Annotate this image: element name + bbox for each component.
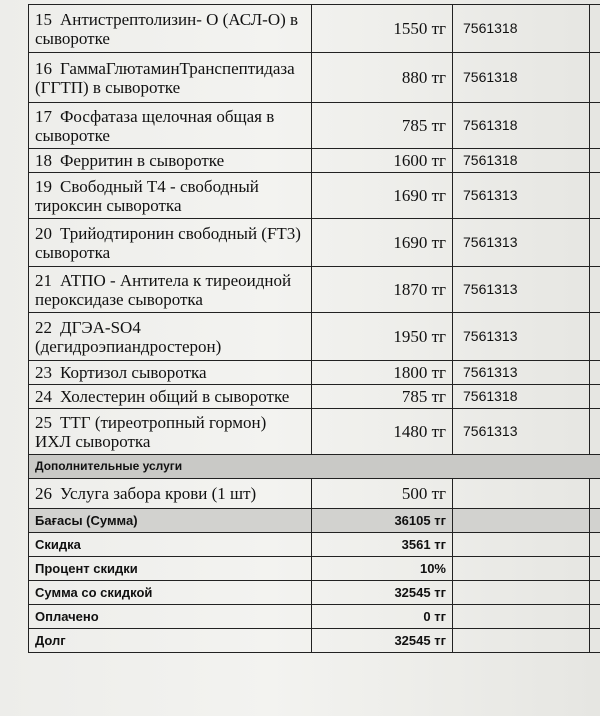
summary-label: Сумма со скидкой — [29, 581, 312, 605]
service-price: 1550 тг — [312, 5, 453, 53]
service-code: 7561318 — [453, 385, 590, 409]
service-code: 7561313 — [453, 267, 590, 313]
extra-cell — [590, 103, 600, 149]
summary-value: 0 тг — [312, 605, 453, 629]
summary-label: Долг — [29, 629, 312, 653]
row-number: 25 — [35, 412, 52, 432]
summary-label: Скидка — [29, 533, 312, 557]
service-price: 1690 тг — [312, 219, 453, 267]
extra-cell — [590, 53, 600, 103]
service-price: 880 тг — [312, 53, 453, 103]
table-row — [29, 5, 600, 53]
service-code: 7561318 — [453, 5, 590, 53]
row-number: 19 — [35, 176, 52, 196]
service-code: 7561318 — [453, 103, 590, 149]
summary-empty — [590, 533, 600, 557]
extra-cell — [590, 409, 600, 455]
service-code: 7561313 — [453, 361, 590, 385]
service-name-cell — [29, 103, 312, 149]
service-name-cell — [29, 219, 312, 267]
extra-cell — [590, 267, 600, 313]
service-code: 7561313 — [453, 313, 590, 361]
summary-row-debt — [29, 629, 600, 653]
service-code: 7561313 — [453, 219, 590, 267]
service-name-cell — [29, 149, 312, 173]
summary-empty — [453, 605, 590, 629]
row-number: 21 — [35, 270, 52, 290]
service-name: Трийодтиронин свободный (FT3) сыворотка — [35, 223, 301, 262]
table-row — [29, 361, 600, 385]
summary-label: Оплачено — [29, 605, 312, 629]
row-number: 24 — [35, 387, 52, 406]
service-name-cell — [29, 361, 312, 385]
service-price: 1950 тг — [312, 313, 453, 361]
table-row — [29, 313, 600, 361]
service-price: 1800 тг — [312, 361, 453, 385]
summary-label: Процент скидки — [29, 557, 312, 581]
service-price: 1600 тг — [312, 149, 453, 173]
service-price: 1870 тг — [312, 267, 453, 313]
summary-empty — [590, 557, 600, 581]
service-name-cell — [29, 173, 312, 219]
service-name: ТТГ (тиреотропный гормон) ИХЛ сыворотка — [35, 412, 267, 451]
table-row — [29, 385, 600, 409]
row-number: 26 — [35, 484, 52, 503]
service-price: 785 тг — [312, 385, 453, 409]
service-code: 7561313 — [453, 409, 590, 455]
service-price: 500 тг — [312, 479, 453, 509]
service-code — [453, 479, 590, 509]
service-name-cell — [29, 313, 312, 361]
service-name: Свободный Т4 - свободный тироксин сыворотка — [35, 176, 259, 215]
row-number: 18 — [35, 151, 52, 170]
service-name: Холестерин общий в сыворотке — [60, 387, 290, 406]
service-name: Антистрептолизин- О (АСЛ-О) в сыворотке — [35, 9, 299, 48]
services-table — [28, 4, 600, 653]
service-name: ДГЭА-SO4 (дегидроэпиандростерон) — [35, 317, 222, 356]
section-row-additional — [29, 455, 600, 479]
summary-empty — [590, 629, 600, 653]
extra-cell — [590, 313, 600, 361]
row-number: 16 — [35, 58, 52, 78]
service-name-cell — [29, 53, 312, 103]
extra-cell — [590, 361, 600, 385]
summary-value: 32545 тг — [312, 581, 453, 605]
summary-empty — [453, 581, 590, 605]
summary-row-percent — [29, 557, 600, 581]
service-name-cell — [29, 409, 312, 455]
service-name: АТПО - Антитела к тиреоидной пероксидазе сыворотка — [35, 270, 292, 309]
service-price: 1690 тг — [312, 173, 453, 219]
service-name: Фосфатаза щелочная общая в сыворотке — [35, 106, 275, 145]
summary-empty — [590, 581, 600, 605]
summary-empty — [453, 557, 590, 581]
service-name-cell — [29, 5, 312, 53]
summary-row-with-discount — [29, 581, 600, 605]
table-row — [29, 219, 600, 267]
row-number: 17 — [35, 106, 52, 126]
row-number: 23 — [35, 363, 52, 382]
row-number: 20 — [35, 223, 52, 243]
service-name: Услуга забора крови (1 шт) — [60, 484, 257, 503]
table-row — [29, 103, 600, 149]
service-name-cell — [29, 267, 312, 313]
summary-row-paid — [29, 605, 600, 629]
extra-cell — [590, 173, 600, 219]
service-name-cell — [29, 385, 312, 409]
extra-cell — [590, 479, 600, 509]
summary-empty — [453, 509, 590, 533]
extra-cell — [590, 149, 600, 173]
table-row-additional-service — [29, 479, 600, 509]
table-row — [29, 409, 600, 455]
summary-value: 10% — [312, 557, 453, 581]
table-row — [29, 53, 600, 103]
service-code: 7561318 — [453, 53, 590, 103]
service-name: Кортизол сыворотка — [60, 363, 207, 382]
service-name: Ферритин в сыворотке — [60, 151, 225, 170]
summary-label: Бағасы (Сумма) — [29, 509, 312, 533]
service-price: 785 тг — [312, 103, 453, 149]
summary-empty — [590, 605, 600, 629]
row-number: 22 — [35, 317, 52, 337]
summary-empty — [453, 533, 590, 557]
section-label: Дополнительные услуги — [29, 455, 600, 479]
services-table-body — [29, 5, 600, 653]
summary-value: 32545 тг — [312, 629, 453, 653]
summary-empty — [453, 629, 590, 653]
table-row — [29, 173, 600, 219]
summary-row-total — [29, 509, 600, 533]
row-number: 15 — [35, 9, 52, 29]
extra-cell — [590, 385, 600, 409]
service-name-cell — [29, 479, 312, 509]
service-name: ГаммаГлютаминТранспептидаза (ГГТП) в сыворотке — [35, 58, 295, 97]
summary-empty — [590, 509, 600, 533]
service-code: 7561313 — [453, 173, 590, 219]
service-price: 1480 тг — [312, 409, 453, 455]
extra-cell — [590, 219, 600, 267]
summary-value: 3561 тг — [312, 533, 453, 557]
summary-value: 36105 тг — [312, 509, 453, 533]
summary-row-discount — [29, 533, 600, 557]
table-row — [29, 149, 600, 173]
service-code: 7561318 — [453, 149, 590, 173]
extra-cell — [590, 5, 600, 53]
table-row — [29, 267, 600, 313]
